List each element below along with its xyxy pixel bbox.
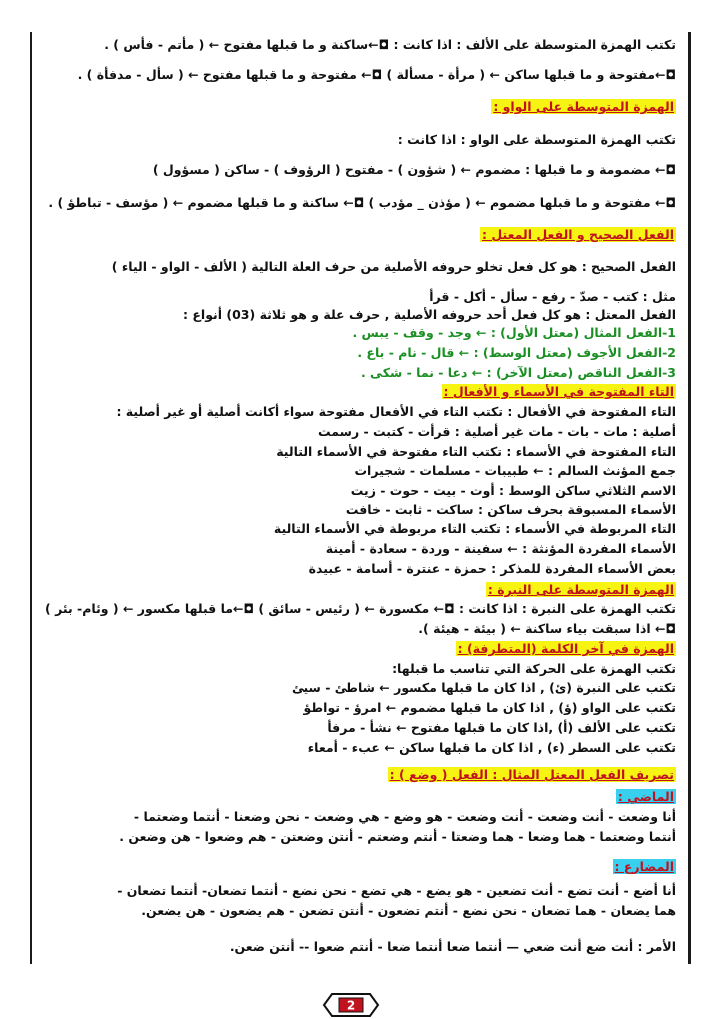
section-heading: الفعل الصحيح و الفعل المعتل : xyxy=(482,227,674,242)
text-line: ◘←مفتوحة و ما قبلها ساكن ← ( مرأة - مسألة ) ◘← مفتوحة و ما قبلها مفتوح ← ( سأل - مدفأة ) . xyxy=(77,67,676,82)
section-heading: الهمزة في آخر الكلمة (المتطرفة) : xyxy=(457,641,674,656)
text-line: تكتب الهمزة المتوسطة على الألف : اذا كانت : ◘←ساكنة و ما قبلها مفتوح ← ( مأتم - فأس ) . xyxy=(104,37,676,52)
text-line: الأسماء المفردة المؤنثة : ← سفينة - وردة - سعادة - أمينة xyxy=(325,541,676,556)
text-line: أصلية : مات - بات - مات غير أصلية : قرأت - كتبت - رسمت xyxy=(318,424,676,439)
text-line: تكتب على النبرة (ئ) , اذا كان ما قبلها مكسور ← شاطئ - سيئ xyxy=(291,680,676,695)
text-line: تكتب الهمزة المتوسطة على الواو : اذا كانت : xyxy=(397,132,676,147)
text-line: تكتب على السطر (ء) , اذا كان ما قبلها ساكن ← عبء - أمعاء xyxy=(307,740,676,755)
text-line: تكتب على الألف (أ) ,اذا كان ما قبلها مفتوح ← نشأ - مرفأ xyxy=(327,720,676,735)
text-line: ◘← مفتوحة و ما قبلها مضموم ← ( مؤذن _ مؤدب ) ◘← ساكنة و ما قبلها مضموم ← ( مؤسف - تباطؤ ) . xyxy=(48,195,676,210)
text-line: الاسم الثلاثي ساكن الوسط : أوت - بيت - حوت - زيت xyxy=(350,483,676,498)
text-line: 3-الفعل الناقص (معتل الآخر) : ← دعا - نما - شكى . xyxy=(360,365,676,380)
text-line: ◘← مضمومة و ما قبلها : مضموم ← ( شؤون ) - مفتوح ( الرؤوف ) - ساكن ( مسؤول ) xyxy=(152,162,676,177)
section-heading: التاء المفتوحة في الأسماء و الأفعال : xyxy=(443,384,674,399)
section-heading: الماضي : xyxy=(617,789,674,804)
section-heading: الهمزة المتوسطة على الواو : xyxy=(493,99,674,114)
text-line: 2-الفعل الأجوف (معتل الوسط) : ← قال - نام - باع . xyxy=(357,345,676,360)
text-line: هما يضعان - هما تضعان - نحن نضع - أنتم تضعون - أنتن تضعن - هم يضعون - هن يضعن. xyxy=(141,903,676,918)
text-line: الفعل المعتل : هو كل فعل أحد حروفه الأصلية , حرف علة و هو ثلاثة (03) أنواع : xyxy=(183,307,676,322)
text-line: الفعل الصحيح : هو كل فعل تخلو حروفه الأصلية من حرف العلة التالية ( الألف - الواو - الياء ) xyxy=(111,259,676,274)
page-number: 2 xyxy=(346,998,356,1013)
text-line: بعض الأسماء المفردة للمذكر : حمزة - عنترة - أسامة - عبيدة xyxy=(308,561,676,576)
text-line: تكتب على الواو (ؤ) , اذا كان ما قبلها مضموم ← امرؤ - تواطؤ xyxy=(303,700,676,715)
text-line: جمع المؤنث السالم : ← طبيبات - مسلمات - شجيرات xyxy=(354,463,676,478)
text-line: ◘← اذا سبقت بياء ساكنة ← ( بيئة - هيئة ). xyxy=(418,621,676,636)
section-heading: الهمزة المتوسطة على النبرة : xyxy=(487,582,674,597)
text-line: تكتب الهمزة على النبرة : اذا كانت : ◘← مكسورة ← ( رئيس - سائق ) ◘←ما قبلها مكسور ← ( وئام- بئر ) xyxy=(45,601,676,616)
text-line: أنتما وضعتما - هما وضعا - هما وضعتا - أنتم وضعتم - أنتن وضعتن - هم وضعوا - هن وضعن . xyxy=(119,829,676,844)
text-line: أنا وضعت - أنت وضعت - أنت وضعت - هو وضع - هي وضعت - نحن وضعنا - أنتما وضعتما - xyxy=(133,809,676,824)
section-heading: المضارع : xyxy=(614,859,674,874)
text-line: مثل : كتب - صدّ - رفع - سأل - أكل - قرأ xyxy=(429,289,676,304)
text-line: التاء المفتوحة في الأفعال : تكتب التاء في الأفعال مفتوحة سواء أكانت أصلية أو غير أصلية : xyxy=(116,404,676,419)
text-line: 1-الفعل المثال (معتل الأول) : ← وجد - وقف - يبس . xyxy=(352,325,676,340)
text-line: التاء المربوطة في الأسماء : تكتب التاء مربوطة في الأسماء التالية xyxy=(273,521,676,536)
text-line: أنا أضع - أنت تضع - أنت تضعين - هو يضع - هي تضع - نحن نضع - أنتما تضعان- أنتما تضعان - xyxy=(117,883,676,898)
text-line: الأسماء المسبوقة بحرف ساكن : ساكت - ثابت - خافت xyxy=(345,502,676,517)
section-heading: تصريف الفعل المعتل المثال : الفعل ( وضع ) : xyxy=(389,767,674,782)
text-line: الأمر : أنت ضع أنت ضعي — أنتما ضعا أنتما ضعا - أنتم ضعوا -- أنتن ضعن. xyxy=(229,939,676,954)
text-line: تكتب الهمزة على الحركة التي تناسب ما قبلها: xyxy=(392,661,676,676)
text-line: التاء المفتوحة في الأسماء : تكتب التاء مفتوحة في الأسماء التالية xyxy=(276,444,676,459)
page-number-badge xyxy=(322,992,380,1018)
